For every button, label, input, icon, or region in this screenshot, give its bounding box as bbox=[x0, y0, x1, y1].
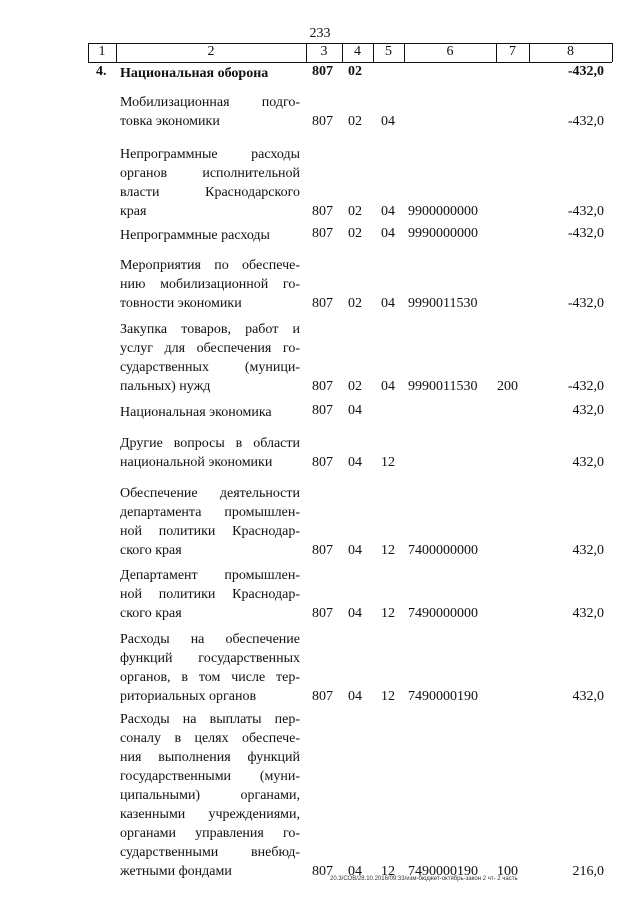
row-7-line-1: национальной экономики bbox=[120, 455, 273, 470]
row-5-line-1: услуг для обеспечения го- bbox=[120, 341, 300, 356]
row-5-c6: 9990011530 bbox=[408, 379, 478, 394]
row-3-c3: 807 bbox=[312, 226, 333, 241]
row-4-amount: -432,0 bbox=[567, 296, 604, 311]
row-7-c5: 12 bbox=[381, 455, 395, 470]
column-header-6: 6 bbox=[446, 44, 454, 59]
row-0-c3: 807 bbox=[312, 64, 333, 79]
row-3-amount: -432,0 bbox=[567, 226, 604, 241]
row-3-c5: 04 bbox=[381, 226, 395, 241]
row-2-line-2: власти Краснодарского bbox=[120, 185, 300, 200]
row-2-c3: 807 bbox=[312, 204, 333, 219]
row-4-line-2: товности экономики bbox=[120, 296, 242, 311]
row-10-c6: 7490000190 bbox=[408, 689, 478, 704]
row-5-amount: -432,0 bbox=[567, 379, 604, 394]
row-10-amount: 432,0 bbox=[572, 689, 604, 704]
row-7-line-0: Другие вопросы в области bbox=[120, 436, 300, 451]
row-3-c4: 02 bbox=[348, 226, 362, 241]
row-2-line-3: края bbox=[120, 204, 147, 219]
row-7-c3: 807 bbox=[312, 455, 333, 470]
row-9-c3: 807 bbox=[312, 606, 333, 621]
row-11-amount: 216,0 bbox=[572, 864, 604, 879]
row-10-line-3: риториальных органов bbox=[120, 689, 257, 704]
row-0-amount: -432,0 bbox=[567, 64, 604, 79]
row-8-amount: 432,0 bbox=[572, 543, 604, 558]
column-header-1: 1 bbox=[98, 44, 106, 59]
row-6-line-0: Национальная экономика bbox=[120, 405, 272, 420]
row-8-line-3: ского края bbox=[120, 543, 182, 558]
page-number: 233 bbox=[309, 26, 331, 41]
row-10-line-0: Расходы на обеспечение bbox=[120, 632, 300, 647]
row-10-line-2: органов, в том числе тер- bbox=[120, 670, 300, 685]
header-bottom-line bbox=[88, 62, 612, 63]
row-8-line-2: ной политики Краснодар- bbox=[120, 524, 300, 539]
column-header-5: 5 bbox=[385, 44, 392, 59]
row-11-c6: 7490000190 bbox=[408, 864, 478, 879]
row-10-line-1: функций государственных bbox=[120, 651, 300, 666]
row-0-number: 4. bbox=[96, 64, 107, 79]
row-9-line-0: Департамент промышлен- bbox=[120, 568, 300, 583]
row-5-line-0: Закупка товаров, работ и bbox=[120, 322, 300, 337]
row-4-c3: 807 bbox=[312, 296, 333, 311]
column-header-3: 3 bbox=[320, 44, 328, 59]
row-11-line-0: Расходы на выплаты пер- bbox=[120, 712, 300, 727]
row-8-line-1: департамента промышлен- bbox=[120, 505, 300, 520]
row-5-line-2: сударственных (муници- bbox=[120, 360, 300, 375]
row-2-amount: -432,0 bbox=[567, 204, 604, 219]
row-10-c3: 807 bbox=[312, 689, 333, 704]
row-4-c4: 02 bbox=[348, 296, 362, 311]
row-6-amount: 432,0 bbox=[572, 403, 604, 418]
row-11-c4: 04 bbox=[348, 864, 362, 879]
column-header-4: 4 bbox=[354, 44, 361, 59]
row-0-line-0: Национальная оборона bbox=[120, 66, 269, 81]
row-9-c6: 7490000000 bbox=[408, 606, 478, 621]
row-9-line-2: ского края bbox=[120, 606, 182, 621]
row-10-c4: 04 bbox=[348, 689, 362, 704]
row-9-line-1: ной политики Краснодар- bbox=[120, 587, 300, 602]
row-1-amount: -432,0 bbox=[567, 114, 604, 129]
row-10-c5: 12 bbox=[381, 689, 395, 704]
row-11-line-8: жетными фондами bbox=[120, 864, 232, 879]
row-11-c5: 12 bbox=[381, 864, 395, 879]
row-1-c4: 02 bbox=[348, 114, 362, 129]
row-4-c5: 04 bbox=[381, 296, 395, 311]
row-11-line-6: органами управления го- bbox=[120, 826, 300, 841]
row-11-line-1: соналу в целях обеспече- bbox=[120, 731, 300, 746]
row-11-line-4: ципальными) органами, bbox=[120, 788, 300, 803]
row-11-line-5: казенными учреждениями, bbox=[120, 807, 300, 822]
row-9-c5: 12 bbox=[381, 606, 395, 621]
row-3-c6: 9990000000 bbox=[408, 226, 478, 241]
row-1-c3: 807 bbox=[312, 114, 333, 129]
column-header-8: 8 bbox=[567, 44, 574, 59]
row-5-line-3: пальных) нужд bbox=[120, 379, 211, 394]
row-5-c7: 200 bbox=[497, 379, 518, 394]
row-11-c3: 807 bbox=[312, 864, 333, 879]
row-0-c4: 02 bbox=[348, 64, 362, 79]
row-1-c5: 04 bbox=[381, 114, 395, 129]
row-5-c5: 04 bbox=[381, 379, 395, 394]
row-7-amount: 432,0 bbox=[572, 455, 604, 470]
row-2-line-0: Непрограммные расходы bbox=[120, 147, 300, 162]
column-header-7: 7 bbox=[509, 44, 516, 59]
row-11-line-3: государственными (муни- bbox=[120, 769, 300, 784]
row-2-c6: 9900000000 bbox=[408, 204, 478, 219]
row-6-c3: 807 bbox=[312, 403, 333, 418]
row-9-amount: 432,0 bbox=[572, 606, 604, 621]
row-1-line-0: Мобилизационная подго- bbox=[120, 95, 300, 110]
row-11-line-2: ния выполнения функций bbox=[120, 750, 300, 765]
row-4-c6: 9990011530 bbox=[408, 296, 478, 311]
row-1-line-1: товка экономики bbox=[120, 114, 220, 129]
row-4-line-0: Мероприятия по обеспече- bbox=[120, 258, 300, 273]
header-divider-8 bbox=[612, 43, 613, 62]
column-header-2: 2 bbox=[207, 44, 215, 59]
row-4-line-1: нию мобилизационной го- bbox=[120, 277, 300, 292]
row-2-line-1: органов исполнительной bbox=[120, 166, 300, 181]
row-8-c6: 7400000000 bbox=[408, 543, 478, 558]
row-3-line-0: Непрограммные расходы bbox=[120, 228, 270, 243]
row-8-c4: 04 bbox=[348, 543, 362, 558]
row-7-c4: 04 bbox=[348, 455, 362, 470]
row-6-c4: 04 bbox=[348, 403, 362, 418]
row-5-c4: 02 bbox=[348, 379, 362, 394]
row-5-c3: 807 bbox=[312, 379, 333, 394]
row-8-c5: 12 bbox=[381, 543, 395, 558]
row-2-c5: 04 bbox=[381, 204, 395, 219]
row-11-c7: 100 bbox=[497, 864, 518, 879]
row-9-c4: 04 bbox=[348, 606, 362, 621]
footer-meta: 20.3/СОВ/28.10.2016/09:33/изм-бюджет-октябрь-закон 2 чт- 2 часть bbox=[330, 876, 518, 882]
row-8-line-0: Обеспечение деятельности bbox=[120, 486, 300, 501]
row-8-c3: 807 bbox=[312, 543, 333, 558]
row-11-line-7: сударственными внебюд- bbox=[120, 845, 300, 860]
row-2-c4: 02 bbox=[348, 204, 362, 219]
